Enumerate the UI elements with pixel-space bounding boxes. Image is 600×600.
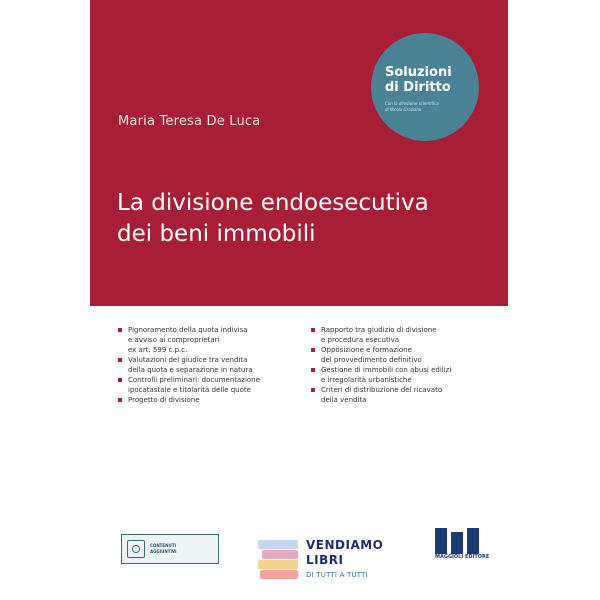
- series-subtitle-line-2: di Nicola Graziano: [385, 107, 422, 112]
- disc-icon: [127, 540, 145, 558]
- watermark-tagline: DI TUTTI A TUTTI: [306, 571, 368, 579]
- watermark-line-2: LIBRI: [306, 553, 344, 567]
- topic-line: Rapporto tra giudizio di divisione: [321, 326, 437, 334]
- topic-line: della quota e separazione in natura: [128, 366, 253, 374]
- book-title-line-1: La divisione endoesecutiva: [117, 190, 429, 216]
- topic-line: Gestione di immobili con abusi edilizi: [321, 366, 452, 374]
- author-name: Maria Teresa De Luca: [118, 114, 261, 129]
- watermark-logo: [306, 538, 383, 583]
- series-title-line-2: di Diritto: [385, 80, 451, 95]
- topic-line: del provvedimento definitivo: [321, 356, 422, 364]
- series-subtitle-line-1: Con la direzione scientifica: [385, 101, 439, 106]
- topics-list-left: [118, 325, 303, 405]
- book-cover: [90, 0, 508, 600]
- topic-line: della vendita: [321, 396, 367, 404]
- series-title: [385, 65, 452, 95]
- series-subtitle: [385, 101, 465, 113]
- topics-list-right: [311, 325, 496, 405]
- topic-line: e irregolarità urbanistiche: [321, 376, 412, 384]
- topic-line: Criteri di distribuzione del ricavato: [321, 386, 443, 394]
- topic-line: Progetto di divisione: [128, 396, 200, 404]
- cover-red-band: [90, 0, 508, 306]
- topic-item: [118, 355, 303, 375]
- topic-line: ipocatastale e titolarità delle quote: [128, 386, 251, 394]
- additional-contents-label: [150, 543, 177, 555]
- additional-contents-line-2: AGGIUNTIVI: [150, 549, 177, 554]
- topic-item: [311, 345, 496, 365]
- publisher-name: MAGGIOLI EDITORE: [435, 554, 490, 560]
- topic-line: e procedura esecutiva: [321, 336, 400, 344]
- topic-line: Pignoramento della quota indivisa: [128, 326, 248, 334]
- book-title-line-2: dei beni immobili: [117, 221, 316, 247]
- book-title: [117, 188, 457, 250]
- topic-item: [311, 325, 496, 345]
- series-badge: [371, 33, 479, 141]
- topic-line: e avviso ai comproprietari: [128, 336, 220, 344]
- additional-contents-line-1: CONTENUTI: [150, 543, 176, 548]
- topic-item: [118, 395, 303, 405]
- topic-line: Valutazioni del giudice tra vendita: [128, 356, 248, 364]
- publisher-logo-mark-icon: [435, 528, 480, 554]
- topic-item: [311, 385, 496, 405]
- topic-item: [118, 325, 303, 355]
- topic-item: [311, 365, 496, 385]
- topic-item: [118, 375, 303, 395]
- watermark-line-1: VENDIAMO: [306, 538, 384, 552]
- topic-line: Opposizione e formazione: [321, 346, 412, 354]
- publisher-logo: [435, 528, 490, 568]
- additional-contents-badge: [121, 534, 219, 564]
- topic-line: ex art. 599 c.p.c.: [128, 346, 188, 354]
- topic-line: Controlli preliminari: documentazione: [128, 376, 260, 384]
- book-stack-icon: [258, 540, 300, 588]
- series-title-line-1: Soluzioni: [385, 65, 452, 80]
